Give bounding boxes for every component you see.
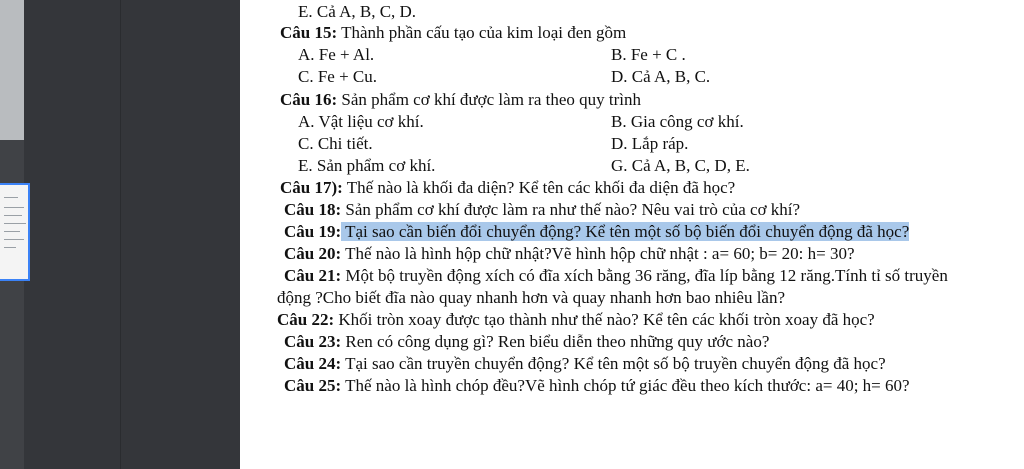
question-line: [284, 332, 769, 352]
question-line: [284, 354, 886, 374]
selected-text[interactable]: Tại sao cần biến đổi chuyển động? Kể tên một số bộ biến đổi chuyển động đã học?: [341, 222, 910, 241]
line-text: D. Cả A, B, C.: [611, 67, 711, 86]
option-line: [298, 112, 424, 132]
line-text: D. Lắp ráp.: [611, 134, 689, 153]
line-text: Một bộ truyền động xích có đĩa xích bằng 36 răng, đĩa líp bằng 12 răng.Tính tỉ số truyền: [341, 266, 948, 285]
option-line: [298, 134, 373, 154]
question-line: [280, 178, 735, 198]
question-number: Câu 15:: [280, 23, 338, 42]
line-text: G. Cả A, B, C, D, E.: [611, 156, 750, 175]
question-number: Câu 18:: [284, 200, 342, 219]
line-text: Sản phẩm cơ khí được làm ra theo quy trình: [337, 90, 642, 109]
line-text: A. Fe + Al.: [298, 45, 375, 64]
line-text: C. Chi tiết.: [298, 134, 373, 153]
question-number: Câu 21:: [284, 266, 342, 285]
line-text: Khối tròn xoay được tạo thành như thế nào? Kể tên các khối tròn xoay đã học?: [334, 310, 875, 329]
option-line: [298, 67, 377, 87]
question-number: Câu 25:: [284, 376, 342, 395]
sidebar-scroll-region: [0, 0, 24, 140]
question-line: [280, 90, 641, 110]
question-number: Câu 23:: [284, 332, 342, 351]
option-line: [611, 45, 686, 65]
line-text: Thế nào là khối đa diện? Kể tên các khối đa diện đã học?: [342, 178, 736, 197]
question-number: Câu 16:: [280, 90, 338, 109]
question-line: [284, 266, 948, 286]
line-text: Tại sao cần truyền chuyển động? Kể tên một số bộ truyền chuyển động đã học?: [341, 354, 886, 373]
question-line: [280, 23, 626, 43]
line-text: Thành phần cấu tạo của kim loại đen gồm: [337, 23, 627, 42]
question-line: [284, 244, 855, 264]
line-text: C. Fe + Cu.: [298, 67, 378, 86]
line-text: động ?Cho biết đĩa nào quay nhanh hơn và quay nhanh hơn bao nhiêu lần?: [277, 288, 786, 307]
line-text: E. Cả A, B, C, D.: [298, 2, 417, 21]
option-line: [611, 67, 710, 87]
question-line: [284, 376, 910, 396]
sidebar-divider: [120, 0, 121, 469]
question-line: [284, 200, 800, 220]
question-line: [277, 310, 875, 330]
question-number: Câu 17):: [280, 178, 343, 197]
option-line: [611, 156, 750, 176]
line-text: E. Sản phẩm cơ khí.: [298, 156, 436, 175]
option-line: [298, 2, 416, 22]
line-text: B. Fe + C .: [611, 45, 686, 64]
question-number: Câu 19:: [284, 222, 342, 241]
question-line: [284, 222, 909, 242]
option-line: [611, 134, 688, 154]
option-line: [298, 156, 435, 176]
line-text: A. Vật liệu cơ khí.: [298, 112, 424, 131]
line-text: Sản phẩm cơ khí được làm ra như thế nào? Nêu vai trò của cơ khí?: [341, 200, 801, 219]
page-thumbnail[interactable]: [0, 183, 30, 281]
question-number: Câu 22:: [277, 310, 335, 329]
line-text: B. Gia công cơ khí.: [611, 112, 744, 131]
line-text: Thế nào là hình hộp chữ nhật?Vẽ hình hộp chữ nhật : a= 60; b= 20: h= 30?: [341, 244, 855, 263]
option-line: [298, 45, 374, 65]
continuation-line: [277, 288, 785, 308]
line-text: Ren có công dụng gì? Ren biểu diễn theo những quy ước nào?: [341, 332, 770, 351]
line-text: Thế nào là hình chóp đều?Vẽ hình chóp tứ giác đều theo kích thước: a= 40; h= 60?: [341, 376, 910, 395]
question-number: Câu 20:: [284, 244, 342, 263]
question-number: Câu 24:: [284, 354, 342, 373]
document-page: [240, 0, 1024, 469]
option-line: [611, 112, 744, 132]
